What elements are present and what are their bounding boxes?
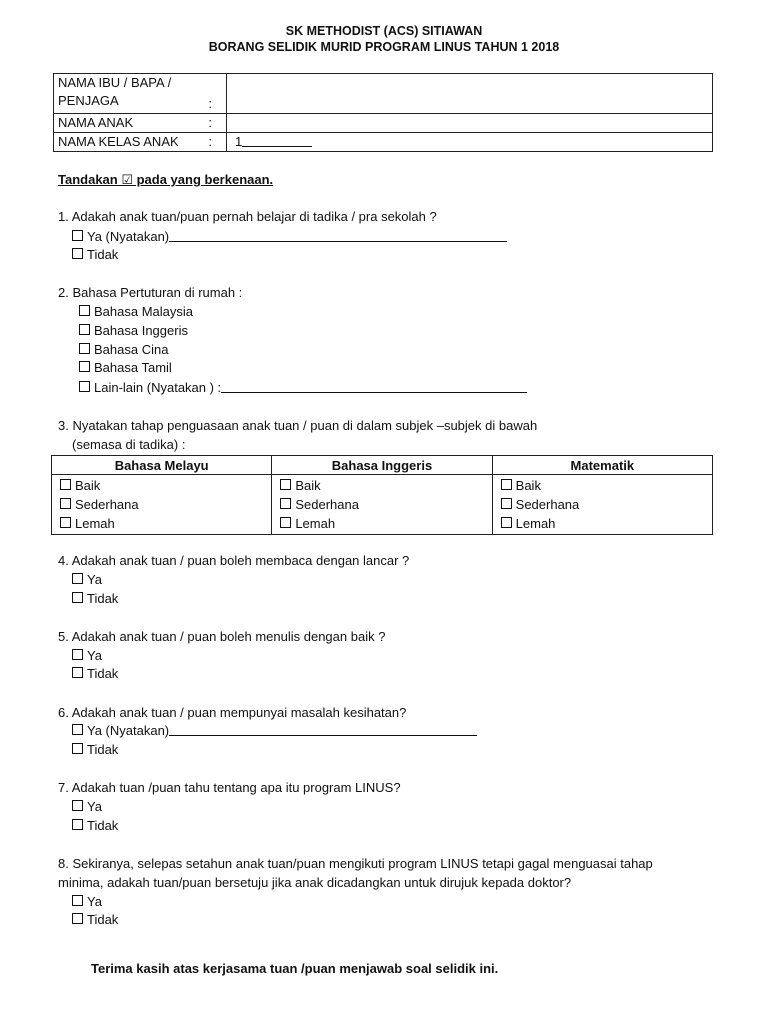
q2-option-tamil[interactable]: Bahasa Tamil [79, 359, 172, 378]
q6-yes-option[interactable]: Ya (Nyatakan) [72, 722, 477, 741]
subject-header-math: Matematik [492, 456, 712, 475]
checkbox-icon [60, 517, 71, 528]
bm-level-baik[interactable]: Baik [60, 476, 263, 495]
q4-no-option[interactable]: Tidak [72, 590, 118, 609]
question-1: 1. Adakah anak tuan/puan pernah belajar di tadika / pra sekolah ? [58, 209, 437, 224]
class-name-field[interactable]: 1 [227, 133, 713, 152]
question-8-cont: minima, adakah tuan/puan bersetuju jika anak dicadangkan untuk dirujuk kepada doktor? [58, 875, 572, 890]
school-name: SK METHODIST (ACS) SITIAWAN [285, 24, 483, 38]
question-8: 8. Sekiranya, selepas setahun anak tuan/puan mengikuti program LINUS tetapi gagal menguasai tahap [58, 856, 653, 871]
math-level-baik[interactable]: Baik [501, 476, 704, 495]
q2-option-other[interactable]: Lain-lain (Nyatakan ) : [79, 379, 527, 398]
child-name-label: NAMA ANAK : [54, 114, 227, 133]
checkbox-icon [79, 343, 90, 354]
checkbox-icon [72, 724, 83, 735]
checkbox-icon [79, 305, 90, 316]
parent-name-field[interactable] [227, 74, 713, 114]
checkbox-icon [79, 324, 90, 335]
q8-no-option[interactable]: Tidak [72, 911, 118, 930]
question-6: 6. Adakah anak tuan / puan mempunyai masalah kesihatan? [58, 705, 407, 720]
checkbox-icon [60, 498, 71, 509]
checkbox-icon [280, 479, 291, 490]
checkbox-icon [72, 895, 83, 906]
subject-cell-math [492, 475, 712, 535]
subject-table [51, 455, 713, 535]
checkbox-icon [72, 592, 83, 603]
class-name-label: NAMA KELAS ANAK : [54, 133, 227, 152]
checkbox-icon [72, 573, 83, 584]
q1-yes-option[interactable]: Ya (Nyatakan) [72, 228, 507, 247]
parent-name-label: NAMA IBU / BAPA / PENJAGA : [54, 74, 227, 114]
question-3-note: (semasa di tadika) : [72, 437, 186, 452]
q5-yes-option[interactable]: Ya [72, 647, 102, 666]
checkbox-icon [79, 381, 90, 392]
q2-option-inggeris[interactable]: Bahasa Inggeris [79, 322, 188, 341]
checkbox-icon [72, 230, 83, 241]
bi-level-baik[interactable]: Baik [280, 476, 483, 495]
instruction: Tandakan ☑ pada yang berkenaan. [58, 172, 274, 187]
checkbox-icon [280, 517, 291, 528]
checkbox-icon [280, 498, 291, 509]
q1-no-option[interactable]: Tidak [72, 246, 118, 265]
subject-cell-bm [52, 475, 272, 535]
checkbox-icon [72, 800, 83, 811]
checkbox-icon [72, 913, 83, 924]
thank-you-note: Terima kasih atas kerjasama tuan /puan menjawab soal selidik ini. [91, 961, 499, 976]
question-3: 3. Nyatakan tahap penguasaan anak tuan / puan di dalam subjek –subjek di bawah [58, 418, 538, 433]
checkbox-icon [501, 479, 512, 490]
q7-yes-option[interactable]: Ya [72, 798, 102, 817]
checkbox-icon [72, 743, 83, 754]
checkbox-icon [72, 667, 83, 678]
subject-header-bi: Bahasa Inggeris [272, 456, 492, 475]
info-table [53, 73, 713, 152]
q5-no-option[interactable]: Tidak [72, 665, 118, 684]
bi-level-sederhana[interactable]: Sederhana [280, 495, 483, 514]
q7-no-option[interactable]: Tidak [72, 817, 118, 836]
checkbox-icon [501, 498, 512, 509]
form-title: BORANG SELIDIK MURID PROGRAM LINUS TAHUN 1 2018 [208, 40, 560, 54]
child-name-field[interactable] [227, 114, 713, 133]
question-5: 5. Adakah anak tuan / puan boleh menulis dengan baik ? [58, 629, 386, 644]
math-level-lemah[interactable]: Lemah [501, 514, 704, 533]
q8-yes-option[interactable]: Ya [72, 893, 102, 912]
bm-level-lemah[interactable]: Lemah [60, 514, 263, 533]
checkbox-icon [501, 517, 512, 528]
question-2: 2. Bahasa Pertuturan di rumah : [58, 285, 243, 300]
checkbox-icon [60, 479, 71, 490]
subject-header-bm: Bahasa Melayu [52, 456, 272, 475]
q2-option-cina[interactable]: Bahasa Cina [79, 341, 168, 360]
q4-yes-option[interactable]: Ya [72, 571, 102, 590]
checkbox-icon [79, 361, 90, 372]
math-level-sederhana[interactable]: Sederhana [501, 495, 704, 514]
q2-option-malaysia[interactable]: Bahasa Malaysia [79, 303, 193, 322]
bm-level-sederhana[interactable]: Sederhana [60, 495, 263, 514]
checkbox-icon [72, 248, 83, 259]
subject-cell-bi [272, 475, 492, 535]
checkbox-icon [72, 819, 83, 830]
question-4: 4. Adakah anak tuan / puan boleh membaca dengan lancar ? [58, 553, 410, 568]
checkbox-icon [72, 649, 83, 660]
q6-no-option[interactable]: Tidak [72, 741, 118, 760]
question-7: 7. Adakah tuan /puan tahu tentang apa itu program LINUS? [58, 780, 401, 795]
bi-level-lemah[interactable]: Lemah [280, 514, 483, 533]
